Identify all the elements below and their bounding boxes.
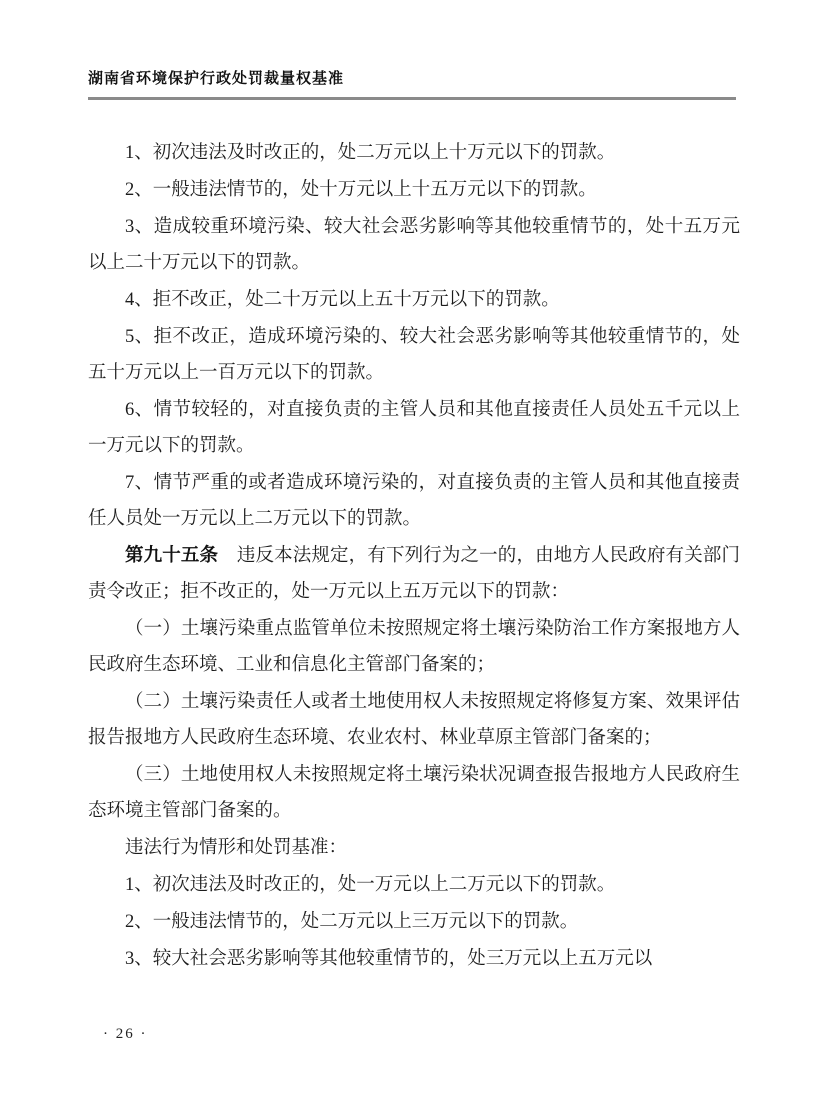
- page-number: · 26 ·: [103, 1026, 148, 1042]
- paragraph: [88, 866, 740, 903]
- article-number-lead: 第九十五条: [125, 544, 219, 565]
- paragraph: [88, 208, 740, 281]
- paragraph: [88, 903, 740, 940]
- paragraph-list-item-3: [88, 756, 740, 829]
- paragraph: [88, 391, 740, 464]
- paragraph: [88, 281, 740, 318]
- document-header: [88, 70, 736, 100]
- paragraph-text: 4、拒不改正，处二十万元以上五十万元以下的罚款。: [125, 290, 560, 310]
- paragraph-text: （二）土壤污染责任人或者土地使用权人未按照规定将修复方案、效果评估报告报地方人民政府生态环境、农业农村、林业草原主管部门备案的；: [88, 692, 740, 748]
- paragraph: [88, 171, 740, 208]
- paragraph: [88, 318, 740, 391]
- paragraph-list-item-2: [88, 683, 740, 756]
- paragraph-text: （三）土地使用权人未按照规定将土壤污染状况调查报告报地方人民政府生态环境主管部门备案的。: [88, 765, 740, 821]
- paragraph-text: 7、情节严重的或者造成环境污染的，对直接负责的主管人员和其他直接责任人员处一万元以上二万元以下的罚款。: [88, 473, 740, 529]
- paragraph: [88, 134, 740, 171]
- paragraph-text: 3、较大社会恶劣影响等其他较重情节的，处三万元以上五万元以: [125, 949, 653, 969]
- paragraph-text: 6、情节较轻的，对直接负责的主管人员和其他直接责任人员处五千元以上一万元以下的罚款。: [88, 400, 740, 456]
- header-divider: [88, 97, 736, 100]
- paragraph-text: 3、造成较重环境污染、较大社会恶劣影响等其他较重情节的，处十五万元以上二十万元以下的罚款。: [88, 217, 740, 273]
- paragraph-text: 2、一般违法情节的，处十万元以上十五万元以下的罚款。: [125, 180, 597, 200]
- paragraph: [88, 464, 740, 537]
- paragraph-text: 违反本法规定，有下列行为之一的，由地方人民政府有关部门责令改正；拒不改正的，处一万元以上五万元以下的罚款：: [88, 546, 740, 602]
- paragraph-text: 2、一般违法情节的，处二万元以上三万元以下的罚款。: [125, 912, 579, 932]
- paragraph-penalty-basis-label: [88, 829, 740, 866]
- paragraph-text: 1、初次违法及时改正的，处一万元以上二万元以下的罚款。: [125, 875, 616, 895]
- paragraph-truncated: [88, 940, 740, 977]
- document-header-title: 湖南省环境保护行政处罚裁量权基准: [88, 70, 345, 87]
- paragraph-text: 5、拒不改正，造成环境污染的、较大社会恶劣影响等其他较重情节的，处五十万元以上一百万元以下的罚款。: [88, 327, 740, 383]
- paragraph-text: 违法行为情形和处罚基准：: [125, 838, 348, 858]
- paragraph-list-item-1: [88, 610, 740, 683]
- paragraph-article-95: [88, 537, 740, 610]
- paragraph-text: （一）土壤污染重点监管单位未按照规定将土壤污染防治工作方案报地方人民政府生态环境、工业和信息化主管部门备案的；: [88, 619, 740, 675]
- document-body: [88, 134, 740, 977]
- paragraph-text: 1、初次违法及时改正的，处二万元以上十万元以下的罚款。: [125, 143, 616, 163]
